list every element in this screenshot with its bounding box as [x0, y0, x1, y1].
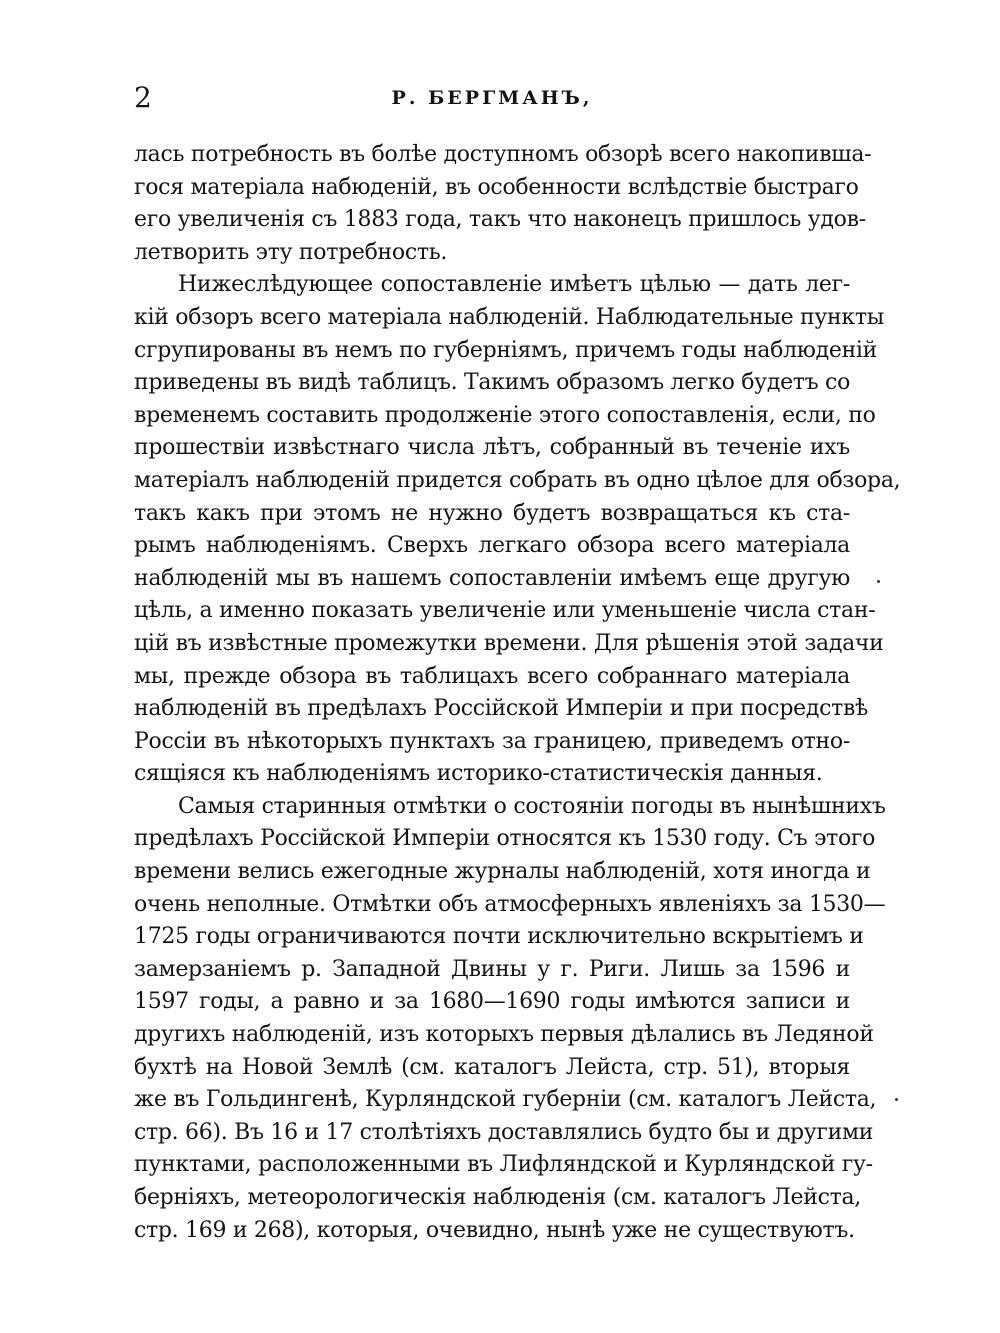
text-line: Россіи въ нѣкоторыхъ пунктахъ за границею, приведемъ отно- [134, 728, 850, 754]
text-line: сгрупированы въ немъ по губерніямъ, причемъ годы наблюденій [134, 337, 878, 363]
text-line: его увеличенія съ 1883 года, такъ что наконецъ пришлось удов- [134, 207, 866, 233]
text-line: замерзаніемъ р. Западной Двины у г. Риги. Лишь за 1596 и [134, 956, 850, 982]
page-number: 2 [134, 81, 152, 114]
running-head: Р. БЕРГМАНЪ, [391, 87, 593, 109]
text-line: Нижеслѣдующее сопоставленіе имѣетъ цѣлью — дать лег- [178, 272, 850, 298]
text-line: Самыя старинныя отмѣтки о состояніи погоды въ нынѣшнихъ [178, 793, 886, 819]
paragraph-3 [134, 791, 886, 1247]
text-line: 1597 годы, а равно и за 1680—1690 годы имѣются записи и [134, 989, 850, 1015]
paragraph-2 [134, 269, 901, 791]
text-line: цій въ извѣстные промежутки времени. Для рѣшенія этой задачи [134, 630, 884, 656]
text-line: пунктами, расположенными въ Лифляндской и Курляндской гу- [134, 1152, 873, 1178]
text-line: прошествіи извѣстнаго числа лѣтъ, собранный въ теченіе ихъ [134, 435, 850, 461]
text-line: сящіяся къ наблюденіямъ историко-статистическія данныя. [134, 761, 823, 787]
text-line: такъ какъ при этомъ не нужно будетъ возвращаться къ ста- [134, 500, 850, 526]
text-line: цѣль, а именно показать увеличеніе или уменьшеніе числа стан- [134, 598, 876, 624]
text-line: очень неполные. Отмѣтки объ атмосферныхъ явленіяхъ за 1530— [134, 891, 886, 917]
text-line: другихъ наблюденій, изъ которыхъ первыя дѣлались въ Ледяной [134, 1022, 874, 1048]
text-line: бухтѣ на Новой Землѣ (см. каталогъ Лейста, стр. 51), вторыя [134, 1054, 850, 1080]
text-line: стр. 169 и 268), которыя, очевидно, нынѣ уже не существуютъ. [134, 1217, 855, 1243]
text-line: наблюденій мы въ нашемъ сопоставленіи имѣемъ еще другую [134, 565, 850, 591]
body-text [134, 139, 901, 1247]
text-line: предѣлахъ Россійской Имперіи относятся къ 1530 году. Съ этого [134, 826, 876, 852]
text-line: стр. 66). Въ 16 и 17 столѣтіяхъ доставлялись будто бы и другими [134, 1119, 874, 1145]
text-line: матеріалъ наблюденій придется собрать въ одно цѣлое для обзора, [134, 467, 901, 493]
text-line: приведены въ видѣ таблицъ. Такимъ образомъ легко будетъ со [134, 370, 851, 396]
text-line: берніяхъ, метеорологическія наблюденія (см. каталогъ Лейста, [134, 1185, 861, 1210]
text-line: лась потребность въ болѣе доступномъ обзорѣ всего накопивша- [134, 142, 872, 167]
text-line: гося матеріала набюденій, въ особенности вслѣдствіе быстраго [134, 174, 859, 200]
text-line: наблюденій въ предѣлахъ Россійской Имперіи и при посредствѣ [134, 696, 869, 722]
text-line: 1725 годы ограничиваются почти исключительно вскрытіемъ и [134, 924, 864, 950]
text-line: временемъ составить продолженіе этого сопоставленія, если, по [134, 402, 876, 428]
margin-speck [895, 1098, 898, 1101]
text-line: времени велись ежегодные журналы наблюденій, хотя иногда и [134, 859, 871, 885]
text-line: же въ Гольдингенѣ, Курляндской губерніи (см. каталогъ Лейста, [134, 1087, 877, 1113]
paragraph-1 [134, 139, 872, 269]
margin-speck [877, 580, 880, 583]
page-header [134, 80, 850, 120]
text-line: мы, прежде обзора въ таблицахъ всего собраннаго матеріала [134, 663, 850, 689]
text-line: кій обзоръ всего матеріала наблюденій. Наблюдательные пункты [134, 304, 884, 330]
text-line: летворить эту потребность. [134, 239, 448, 265]
text-line: рымъ наблюденіямъ. Сверхъ легкаго обзора всего матеріала [134, 533, 850, 559]
